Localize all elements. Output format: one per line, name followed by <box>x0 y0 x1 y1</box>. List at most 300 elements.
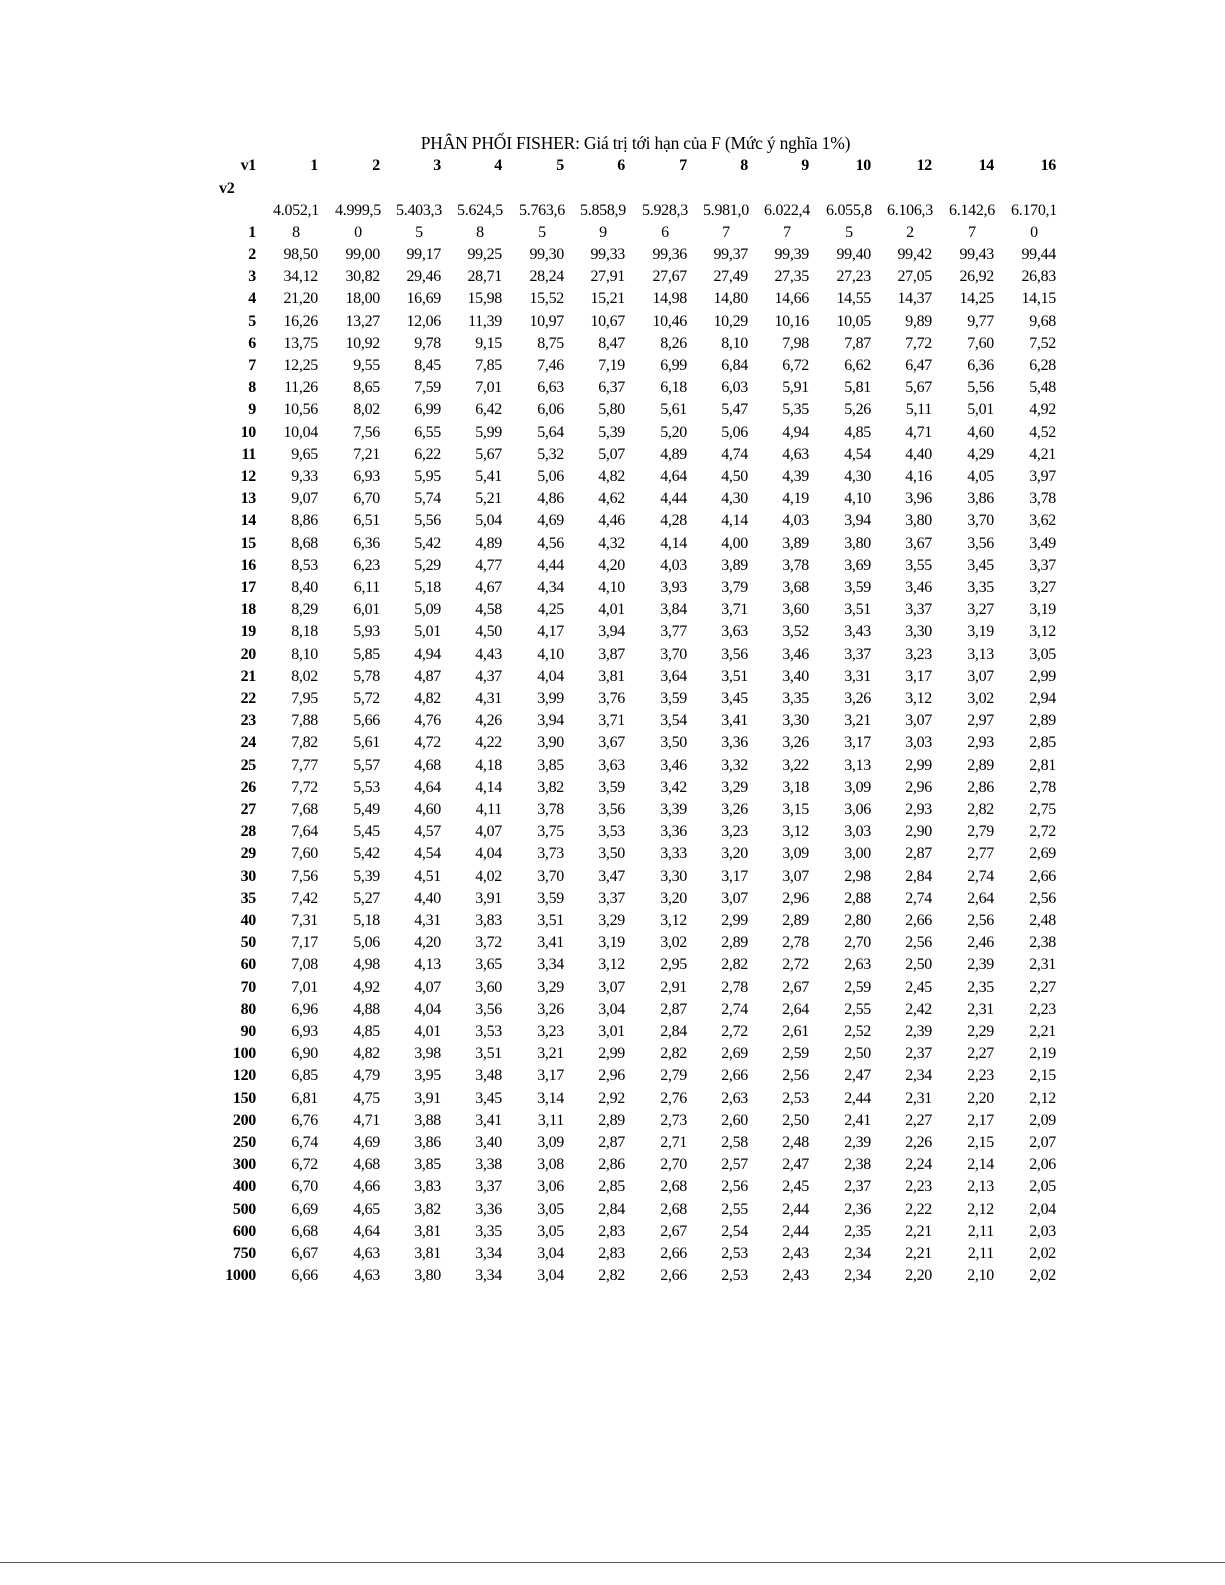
table-cell: 3,89 <box>721 556 748 574</box>
table-cell: 3,23 <box>905 645 932 663</box>
row-header: 50 <box>240 934 256 952</box>
table-cell: 3,13 <box>967 645 994 663</box>
table-cell: 3,41 <box>537 934 564 952</box>
row-header: 16 <box>240 556 256 574</box>
table-cell: 99,17 <box>406 246 441 263</box>
table-cell: 16,26 <box>283 312 318 330</box>
table-cell: 3,30 <box>905 623 932 641</box>
table-cell: 26,83 <box>1021 268 1056 286</box>
table-cell: 3,56 <box>598 801 625 818</box>
table-cell: 3,40 <box>782 667 809 685</box>
table-cell: 2,11 <box>967 1222 994 1240</box>
table-cell: 3,70 <box>660 645 687 663</box>
table-cell: 4,19 <box>782 490 809 508</box>
table-cell: 2,99 <box>1029 667 1056 685</box>
row-header: 9 <box>248 401 256 419</box>
table-cell: 4,82 <box>598 468 625 485</box>
table-cell: 4,03 <box>660 556 687 574</box>
table-cell: 4,50 <box>721 468 748 485</box>
table-cell: 3,60 <box>782 601 809 619</box>
table-cell: 4,98 <box>353 956 380 974</box>
table-cell: 2,55 <box>844 1000 871 1018</box>
table-cell: 2,39 <box>967 956 994 974</box>
table-cell: 3,30 <box>782 712 809 730</box>
table-cell: 15,52 <box>529 290 564 308</box>
table-cell: 7,77 <box>291 756 318 774</box>
table-cell: 2,87 <box>660 1000 687 1018</box>
table-cell: 6,70 <box>353 490 380 508</box>
table-cell: 5,85 <box>353 645 380 663</box>
table-cell: 14,25 <box>959 290 994 308</box>
table-cell: 2,21 <box>905 1222 932 1240</box>
table-cell: 34,12 <box>283 268 318 286</box>
table-cell: 5,78 <box>353 667 380 685</box>
table-cell: 2,99 <box>721 912 748 929</box>
table-cell: 2,69 <box>721 1045 748 1063</box>
table-cell: 3,95 <box>414 1067 441 1085</box>
table-cell: 8,68 <box>291 534 318 552</box>
table-cell: 4,16 <box>905 468 932 485</box>
column-header: 14 <box>978 157 994 174</box>
table-cell: 27,35 <box>774 268 809 286</box>
table-cell: 2,93 <box>905 801 932 818</box>
table-cell: 8,53 <box>291 556 318 574</box>
table-cell: 3,06 <box>537 1178 564 1196</box>
table-cell: 2,78 <box>782 934 809 952</box>
column-header: 8 <box>740 157 748 174</box>
table-cell: 3,37 <box>475 1178 502 1196</box>
table-cell: 3,37 <box>1029 556 1056 574</box>
table-cell: 3,38 <box>475 1156 502 1174</box>
table-cell: 3,51 <box>721 667 748 685</box>
table-cell: 6,51 <box>353 512 380 530</box>
table-cell: 2,74 <box>721 1000 748 1018</box>
table-cell: 4,40 <box>905 445 932 463</box>
table-cell: 6,93 <box>353 468 380 485</box>
row-header: 26 <box>240 778 256 796</box>
table-cell: 2,07 <box>1029 1134 1056 1151</box>
table-cell: 2,66 <box>660 1245 687 1262</box>
row-header: 150 <box>232 1089 256 1107</box>
table-cell: 12,06 <box>406 312 441 330</box>
table-cell: 2,74 <box>905 889 932 907</box>
table-cell: 2,93 <box>967 734 994 752</box>
table-cell: 3,33 <box>660 845 687 863</box>
table-cell-bottom: 2 <box>906 224 914 241</box>
table-cell: 3,46 <box>782 645 809 663</box>
table-cell: 2,50 <box>905 956 932 974</box>
table-cell: 2,84 <box>660 1023 687 1040</box>
table-cell: 4,87 <box>414 667 441 685</box>
row-header: 14 <box>240 512 256 530</box>
table-cell: 3,71 <box>721 601 748 619</box>
table-cell: 2,15 <box>967 1134 994 1151</box>
table-cell: 2,27 <box>905 1111 932 1129</box>
row-header: 20 <box>240 645 256 663</box>
table-cell: 3,17 <box>537 1067 564 1085</box>
table-cell: 10,67 <box>590 312 625 330</box>
row-header: 11 <box>241 445 256 463</box>
table-cell: 4,44 <box>537 556 564 574</box>
table-cell: 6,62 <box>844 357 871 374</box>
table-cell: 2,37 <box>844 1178 871 1196</box>
table-cell: 6,69 <box>291 1200 318 1218</box>
table-cell: 3,26 <box>537 1000 564 1018</box>
table-cell: 3,07 <box>721 889 748 907</box>
column-header: 1 <box>310 157 318 174</box>
table-cell: 5,39 <box>353 867 380 885</box>
table-cell: 3,94 <box>844 512 871 530</box>
table-cell: 4,14 <box>475 778 502 796</box>
table-cell: 5,21 <box>475 490 502 508</box>
table-cell: 5,09 <box>414 601 441 619</box>
table-cell: 12,25 <box>283 357 318 374</box>
table-cell: 2,74 <box>967 867 994 885</box>
table-cell: 4,77 <box>475 556 502 574</box>
table-cell-bottom: 7 <box>968 224 976 241</box>
table-cell: 10,92 <box>345 334 380 352</box>
row-header: 17 <box>240 579 256 596</box>
column-header: 4 <box>494 157 502 174</box>
table-cell: 3,09 <box>782 845 809 863</box>
table-cell: 2,85 <box>1029 734 1056 752</box>
column-header: 3 <box>433 157 441 174</box>
table-cell: 3,29 <box>537 978 564 996</box>
table-cell: 4,05 <box>967 468 994 485</box>
table-cell: 6,81 <box>291 1089 318 1107</box>
table-cell: 3,51 <box>537 912 564 929</box>
table-cell: 2,54 <box>721 1222 748 1240</box>
table-cell: 2,64 <box>782 1000 809 1018</box>
column-header: 12 <box>916 157 932 174</box>
table-cell: 16,69 <box>406 290 441 308</box>
table-cell: 2,27 <box>967 1045 994 1063</box>
table-cell: 2,71 <box>660 1134 687 1151</box>
table-cell: 2,98 <box>844 867 871 885</box>
table-cell: 2,99 <box>598 1045 625 1063</box>
table-cell: 3,60 <box>475 978 502 996</box>
table-cell: 3,26 <box>782 734 809 752</box>
table-cell: 3,40 <box>475 1134 502 1151</box>
table-cell: 3,54 <box>660 712 687 730</box>
table-cell: 2,53 <box>782 1089 809 1107</box>
table-cell: 4,56 <box>537 534 564 552</box>
row-header: 70 <box>240 978 256 996</box>
table-cell: 6,96 <box>291 1000 318 1018</box>
table-cell: 4,66 <box>353 1178 380 1196</box>
table-cell: 7,52 <box>1029 334 1056 352</box>
table-cell: 4,03 <box>782 512 809 530</box>
table-cell: 2,63 <box>721 1089 748 1107</box>
table-cell: 5,93 <box>353 623 380 641</box>
table-cell: 4,89 <box>475 534 502 552</box>
table-cell: 99,30 <box>529 246 564 263</box>
table-cell: 3,04 <box>537 1245 564 1262</box>
table-cell: 4,10 <box>844 490 871 508</box>
table-cell: 7,68 <box>291 801 318 818</box>
table-cell: 3,31 <box>844 667 871 685</box>
table-cell: 3,86 <box>967 490 994 508</box>
row-header: 19 <box>240 623 256 641</box>
table-cell: 14,15 <box>1021 290 1056 308</box>
table-cell: 3,59 <box>537 889 564 907</box>
table-cell: 6,84 <box>721 357 748 374</box>
table-cell: 3,50 <box>660 734 687 752</box>
v2-label: v2 <box>219 180 235 197</box>
row-header: 29 <box>240 845 256 863</box>
table-cell: 3,41 <box>721 712 748 730</box>
table-cell: 14,66 <box>774 290 809 308</box>
table-cell: 3,12 <box>598 956 625 974</box>
table-cell: 2,31 <box>1029 956 1056 974</box>
table-cell: 3,75 <box>537 823 564 841</box>
table-cell: 3,55 <box>905 556 932 574</box>
table-cell: 2,44 <box>782 1200 809 1218</box>
table-cell: 2,87 <box>598 1134 625 1151</box>
table-cell: 4,37 <box>475 667 502 685</box>
table-cell: 7,46 <box>537 357 564 374</box>
table-cell: 3,87 <box>598 645 625 663</box>
table-cell: 4,68 <box>353 1156 380 1174</box>
table-cell: 4,22 <box>475 734 502 752</box>
table-cell: 2,14 <box>967 1156 994 1174</box>
table-cell: 3,45 <box>967 556 994 574</box>
table-cell: 27,91 <box>590 268 625 286</box>
table-cell: 3,17 <box>905 667 932 685</box>
table-cell: 3,99 <box>537 690 564 707</box>
table-cell: 2,10 <box>967 1267 994 1285</box>
table-cell: 3,84 <box>660 601 687 619</box>
table-cell: 6,85 <box>291 1067 318 1085</box>
table-cell: 2,69 <box>1029 845 1056 863</box>
table-cell: 6,28 <box>1029 357 1056 374</box>
table-cell: 21,20 <box>283 290 318 308</box>
table-cell: 4,07 <box>475 823 502 841</box>
table-cell: 8,10 <box>291 645 318 663</box>
table-cell: 2,75 <box>1029 801 1056 818</box>
table-cell: 4,79 <box>353 1067 380 1085</box>
table-cell: 15,21 <box>590 290 625 308</box>
table-cell: 3,19 <box>1029 601 1056 619</box>
table-cell: 3,82 <box>414 1200 441 1218</box>
table-cell: 3,78 <box>1029 490 1056 508</box>
table-cell: 10,16 <box>774 312 809 330</box>
table-cell: 4,82 <box>353 1045 380 1063</box>
table-cell: 2,89 <box>721 934 748 952</box>
table-cell: 4,51 <box>414 867 441 885</box>
table-cell: 5,27 <box>353 889 380 907</box>
table-cell: 10,04 <box>283 423 318 441</box>
table-cell: 4,71 <box>353 1111 380 1129</box>
table-cell: 3,22 <box>782 756 809 774</box>
table-cell: 2,37 <box>905 1045 932 1063</box>
table-cell: 2,50 <box>844 1045 871 1063</box>
table-cell: 2,04 <box>1029 1200 1056 1218</box>
table-cell: 7,64 <box>291 823 318 841</box>
table-cell: 9,78 <box>414 334 441 352</box>
table-cell: 4,64 <box>660 468 687 485</box>
column-header: 7 <box>679 157 687 174</box>
table-cell: 7,19 <box>598 357 625 374</box>
table-cell: 6,11 <box>353 579 380 596</box>
table-cell: 4,72 <box>414 734 441 752</box>
table-cell: 27,23 <box>836 268 871 286</box>
table-cell: 2,15 <box>1029 1067 1056 1085</box>
table-cell: 2,66 <box>660 1267 687 1285</box>
table-cell: 3,17 <box>721 867 748 885</box>
table-cell: 3,41 <box>475 1111 502 1129</box>
table-cell: 3,05 <box>1029 645 1056 663</box>
table-cell: 99,43 <box>959 246 994 263</box>
row-header: 10 <box>240 423 256 441</box>
table-cell: 4,75 <box>353 1089 380 1107</box>
table-cell-bottom: 5 <box>845 224 853 241</box>
table-cell: 5,39 <box>598 423 625 441</box>
table-cell: 5,06 <box>537 468 564 485</box>
table-cell: 5,47 <box>721 401 748 419</box>
table-cell: 4,85 <box>353 1023 380 1040</box>
table-cell: 8,65 <box>353 379 380 397</box>
table-cell: 2,89 <box>782 912 809 929</box>
table-cell: 4,26 <box>475 712 502 730</box>
table-cell: 3,37 <box>844 645 871 663</box>
table-cell: 2,23 <box>967 1067 994 1085</box>
table-cell: 7,60 <box>967 334 994 352</box>
table-cell: 3,07 <box>782 867 809 885</box>
table-cell: 4,13 <box>414 956 441 974</box>
table-cell: 4,14 <box>660 534 687 552</box>
table-cell: 3,72 <box>475 934 502 952</box>
table-cell: 3,14 <box>537 1089 564 1107</box>
table-cell: 9,07 <box>291 490 318 508</box>
table-cell: 30,82 <box>345 268 380 286</box>
table-cell: 3,01 <box>598 1023 625 1040</box>
table-cell-top: 6.106,3 <box>887 202 933 219</box>
table-cell: 8,47 <box>598 334 625 352</box>
table-cell: 99,36 <box>652 246 687 263</box>
table-cell: 3,26 <box>844 690 871 707</box>
table-cell: 3,05 <box>537 1222 564 1240</box>
table-cell: 4,10 <box>537 645 564 663</box>
table-cell: 2,56 <box>721 1178 748 1196</box>
table-cell: 3,56 <box>967 534 994 552</box>
table-cell: 3,81 <box>414 1245 441 1262</box>
table-cell: 3,46 <box>660 756 687 774</box>
table-cell: 2,31 <box>967 1000 994 1018</box>
table-cell: 3,80 <box>414 1267 441 1285</box>
table-cell: 3,67 <box>905 534 932 552</box>
table-cell: 4,94 <box>782 423 809 441</box>
table-cell: 4,28 <box>660 512 687 530</box>
table-cell: 9,68 <box>1029 312 1056 330</box>
table-cell: 3,78 <box>782 556 809 574</box>
table-cell: 99,33 <box>590 246 625 263</box>
row-header: 750 <box>232 1245 256 1262</box>
table-cell: 3,29 <box>721 778 748 796</box>
table-cell-top: 6.055,8 <box>826 202 872 219</box>
table-cell: 5,56 <box>414 512 441 530</box>
table-cell: 2,82 <box>598 1267 625 1285</box>
table-cell: 5,01 <box>967 401 994 419</box>
table-cell: 99,39 <box>774 246 809 263</box>
table-cell-bottom: 5 <box>538 224 546 241</box>
row-header: 500 <box>232 1200 256 1218</box>
table-cell: 5,29 <box>414 556 441 574</box>
table-cell: 3,35 <box>782 690 809 707</box>
table-cell: 2,61 <box>782 1023 809 1040</box>
table-cell: 3,96 <box>905 490 932 508</box>
table-cell: 6,67 <box>291 1245 318 1262</box>
table-cell: 2,66 <box>721 1067 748 1085</box>
table-cell: 2,60 <box>721 1111 748 1129</box>
table-cell: 6,68 <box>291 1222 318 1240</box>
table-cell: 2,73 <box>660 1111 687 1129</box>
table-cell: 3,27 <box>967 601 994 619</box>
table-cell: 2,56 <box>967 912 994 929</box>
table-cell: 4,17 <box>537 623 564 641</box>
table-cell-top: 5.858,9 <box>580 202 626 219</box>
table-cell: 3,13 <box>844 756 871 774</box>
table-cell: 2,12 <box>967 1200 994 1218</box>
table-cell: 5,66 <box>353 712 380 730</box>
table-cell: 2,96 <box>905 778 932 796</box>
table-cell: 4,54 <box>844 445 871 463</box>
table-cell: 2,45 <box>905 978 932 996</box>
row-header: 250 <box>232 1134 256 1151</box>
table-cell: 4,64 <box>414 778 441 796</box>
table-cell: 2,29 <box>967 1023 994 1040</box>
table-cell: 5,18 <box>414 579 441 596</box>
table-cell: 5,42 <box>353 845 380 863</box>
table-cell: 2,11 <box>967 1245 994 1262</box>
table-cell: 2,53 <box>721 1245 748 1262</box>
table-cell: 2,45 <box>782 1178 809 1196</box>
table-cell: 2,79 <box>967 823 994 841</box>
table-cell: 5,32 <box>537 445 564 463</box>
table-cell: 5,42 <box>414 534 441 552</box>
table-cell: 3,00 <box>844 845 871 863</box>
table-cell: 7,82 <box>291 734 318 752</box>
table-cell: 14,37 <box>897 290 932 308</box>
table-cell: 11,39 <box>468 312 502 330</box>
table-cell: 2,90 <box>905 823 932 841</box>
table-cell: 2,21 <box>905 1245 932 1262</box>
row-header: 35 <box>240 889 256 907</box>
table-cell: 7,85 <box>475 357 502 374</box>
table-cell: 2,57 <box>721 1156 748 1174</box>
table-cell: 2,09 <box>1029 1111 1056 1129</box>
table-cell: 3,12 <box>1029 623 1056 641</box>
table-cell: 3,43 <box>844 623 871 641</box>
table-cell: 3,85 <box>537 756 564 774</box>
table-cell: 4,92 <box>1029 401 1056 419</box>
table-cell: 2,70 <box>660 1156 687 1174</box>
table-cell-top: 6.142,6 <box>949 202 995 219</box>
row-header: 80 <box>240 1000 256 1018</box>
table-cell: 99,37 <box>713 246 748 263</box>
table-cell: 4,34 <box>537 579 564 596</box>
table-cell: 2,02 <box>1029 1267 1056 1285</box>
table-cell: 2,87 <box>905 845 932 863</box>
table-cell: 2,72 <box>721 1023 748 1040</box>
table-cell-top: 4.999,5 <box>335 202 381 219</box>
table-cell: 9,15 <box>475 334 502 352</box>
table-cell: 7,01 <box>291 978 318 996</box>
table-cell: 2,72 <box>1029 823 1056 841</box>
table-cell: 4,10 <box>598 579 625 596</box>
table-cell: 2,48 <box>782 1134 809 1151</box>
table-cell: 4,04 <box>537 667 564 685</box>
